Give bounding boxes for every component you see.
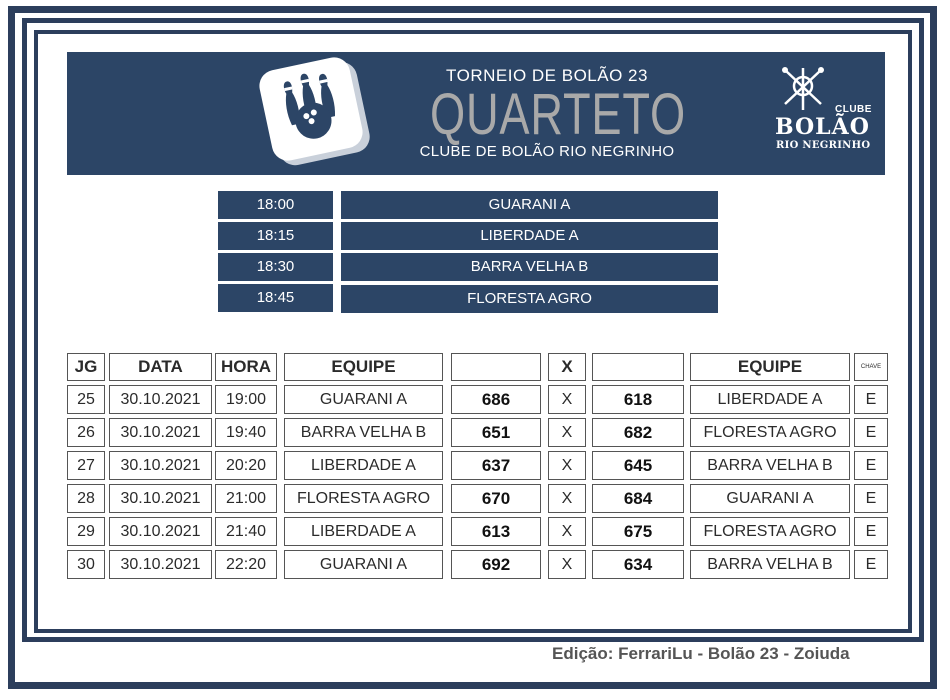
cell-hora: 20:20 [215,451,277,480]
cell-equipe-home: LIBERDADE A [284,451,443,480]
club-logo-line2: BOLÃO [775,114,870,140]
cell-equipe-home: BARRA VELHA B [284,418,443,447]
cell-score-home: 613 [451,517,541,546]
header-score-home [451,353,541,381]
cell-x: X [548,484,586,513]
cell-score-away: 684 [592,484,684,513]
cell-hora: 22:20 [215,550,277,579]
cell-chave: E [854,517,888,546]
cell-equipe-away: FLORESTA AGRO [690,418,850,447]
club-logo [773,64,873,154]
cell-equipe-home: LIBERDADE A [284,517,443,546]
crossed-pins-crest-icon [777,64,837,112]
schedule-time: 18:00 [218,191,333,219]
cell-x: X [548,385,586,414]
schedule-time: 18:30 [218,253,333,281]
cell-equipe-home: GUARANI A [284,550,443,579]
cell-jg: 30 [67,550,105,579]
club-name: CLUBE DE BOLÃO RIO NEGRINHO [419,143,675,160]
cell-score-away: 645 [592,451,684,480]
cell-score-home: 637 [451,451,541,480]
schedule-time: 18:45 [218,284,333,312]
cell-data: 30.10.2021 [109,517,212,546]
cell-equipe-home: FLORESTA AGRO [284,484,443,513]
header-equipe-home: EQUIPE [284,353,443,381]
cell-hora: 19:40 [215,418,277,447]
tournament-title: QUARTETO [430,82,686,147]
cell-data: 30.10.2021 [109,451,212,480]
cell-x: X [548,418,586,447]
cell-score-away: 618 [592,385,684,414]
cell-equipe-away: BARRA VELHA B [690,550,850,579]
cell-score-home: 686 [451,385,541,414]
cell-chave: E [854,385,888,414]
cell-jg: 29 [67,517,105,546]
cell-data: 30.10.2021 [109,484,212,513]
cell-score-away: 682 [592,418,684,447]
cell-score-away: 675 [592,517,684,546]
cell-equipe-away: GUARANI A [690,484,850,513]
cell-chave: E [854,484,888,513]
cell-score-home: 651 [451,418,541,447]
cell-equipe-away: LIBERDADE A [690,385,850,414]
tournament-name: TORNEIO DE BOLÃO 23 [446,66,648,85]
cell-score-home: 670 [451,484,541,513]
cell-equipe-away: FLORESTA AGRO [690,517,850,546]
schedule-team: LIBERDADE A [341,222,718,250]
header-score-away [592,353,684,381]
header-x: X [548,353,586,381]
cell-chave: E [854,418,888,447]
cell-hora: 21:00 [215,484,277,513]
cell-jg: 26 [67,418,105,447]
cell-data: 30.10.2021 [109,550,212,579]
club-logo-line1: CLUBE [835,104,872,115]
header-data: DATA [109,353,212,381]
bowling-logo-tile [256,54,365,163]
cell-hora: 21:40 [215,517,277,546]
bowling-pins-icon [256,54,365,163]
cell-equipe-away: BARRA VELHA B [690,451,850,480]
schedule-team: FLORESTA AGRO [341,285,718,313]
header-hora: HORA [215,353,277,381]
cell-chave: E [854,451,888,480]
cell-score-home: 692 [451,550,541,579]
header-jg: JG [67,353,105,381]
cell-jg: 28 [67,484,105,513]
cell-equipe-home: GUARANI A [284,385,443,414]
header-equipe-away: EQUIPE [690,353,850,381]
header-chave: CHAVE [854,353,888,381]
cell-data: 30.10.2021 [109,418,212,447]
cell-score-away: 634 [592,550,684,579]
cell-data: 30.10.2021 [109,385,212,414]
cell-x: X [548,451,586,480]
schedule-time: 18:15 [218,222,333,250]
schedule-team: BARRA VELHA B [341,253,718,281]
header-banner [67,52,885,175]
cell-x: X [548,550,586,579]
cell-x: X [548,517,586,546]
cell-hora: 19:00 [215,385,277,414]
edition-credit: Edição: FerrariLu - Bolão 23 - Zoiuda [552,644,850,663]
cell-jg: 27 [67,451,105,480]
cell-jg: 25 [67,385,105,414]
club-logo-line3: RIO NEGRINHO [776,140,871,151]
schedule-team: GUARANI A [341,191,718,219]
cell-chave: E [854,550,888,579]
